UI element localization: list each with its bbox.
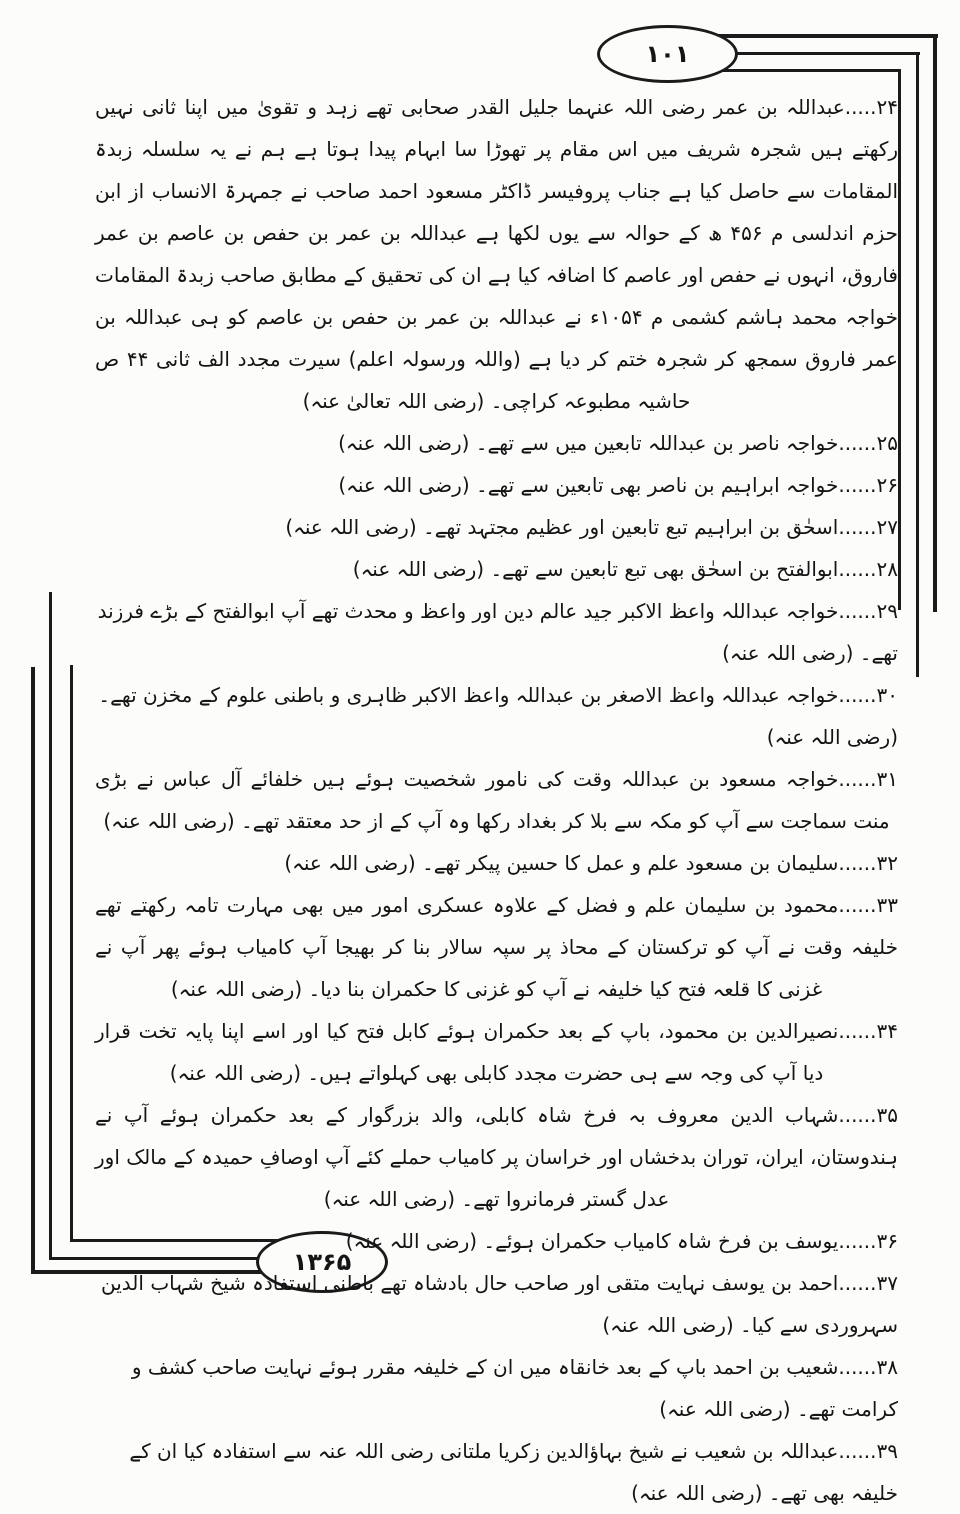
text-body [95, 86, 898, 1514]
frame-left-line-outer [31, 667, 35, 1274]
entry-number: ۳۰ [876, 683, 898, 707]
entry-text: شہاب الدین معروف بہ فرخ شاہ کابلی، والد بزرگوار کے بعد حکمران ہوئے آپ نے ہندوستان، ایران، توران بدخشاں اور خراسان پر کامیاب حملے کئے آپ اوصافِ حمیدہ کے مالک اور عدل گستر فرمانروا تھے۔ (رضی اللہ عنہ) [95, 1103, 898, 1211]
entry-number: ۲۹ [876, 599, 898, 623]
entry-28 [95, 548, 898, 590]
entry-text: خواجہ عبداللہ واعظ الاکبر جید عالم دین اور واعظ و محدث تھے آپ ابوالفتح کے بڑے فرزند تھے۔ (رضی اللہ عنہ) [97, 599, 898, 665]
entry-text: احمد بن یوسف نہایت متقی اور صاحب حال بادشاہ تھے باطنی استفادہ شیخ شہاب الدین سہروردی سے کیا۔ (رضی اللہ عنہ) [101, 1271, 898, 1337]
entry-29 [95, 590, 898, 674]
frame-right-line-middle [916, 52, 919, 677]
page-number-top: ۱۰۱ [645, 40, 690, 68]
entry-dots: ...... [838, 683, 877, 707]
entry-text: عبداللہ بن شعیب نے شیخ بہاؤالدین زکریا ملتانی رضی اللہ عنہ سے استفادہ کیا ان کے خلیفہ بھی تھے۔ (رضی اللہ عنہ) [129, 1439, 898, 1505]
entry-34 [95, 1010, 898, 1094]
entry-31 [95, 758, 898, 842]
frame-right-line-outer [933, 34, 937, 612]
entry-number: ۲۷ [876, 515, 898, 539]
entry-text: عبداللہ بن عمر رضی اللہ عنہما جلیل القدر صحابی تھے زہد و تقویٰ میں اپنا ثانی نہیں رکھتے ہیں شجرہ شریف میں اس مقام پر تھوڑا سا ابہام پیدا ہوتا ہے ہم نے یہ سلسلہ زبدۃ المقامات سے حاصل کیا ہے جناب پروفیسر ڈاکٹر مسعود احمد صاحب نے جمہرۃ الانساب از ابن حزم اندلسی م ۴۵۶ ھ کے حوالہ سے یوں لکھا ہے عبداللہ بن عمر بن حفص بن عاصم بن عمر فاروق، انہوں نے حفص اور عاصم کا اضافہ کیا ہے ان کی تحقیق کے مطابق صاحب زبدۃ المقامات خواجہ محمد ہاشم کشمی م ۱۰۵۴ء نے عبداللہ بن عمر بن حفص بن عاصم کو ہی عبداللہ بن عمر فاروق سمجھ کر شجرہ ختم کر دیا ہے (واللہ ورسولہ اعلم) سیرت مجدد الف ثانی ۴۴ ص حاشیہ مطبوعہ کراچی۔ (رضی اللہ تعالیٰ عنہ) [95, 95, 898, 413]
entry-dots: ...... [838, 431, 877, 455]
entry-dots: ...... [838, 851, 877, 875]
entry-text: ابوالفتح بن اسحٰق بھی تبع تابعین سے تھے۔ (رضی اللہ عنہ) [352, 557, 839, 581]
entry-dots: ...... [838, 473, 877, 497]
entry-number: ۲۶ [876, 473, 898, 497]
entry-number: ۳۶ [876, 1229, 898, 1253]
entry-text: خواجہ ابراہیم بن ناصر بھی تابعین سے تھے۔ (رضی اللہ عنہ) [338, 473, 839, 497]
entry-text: نصیرالدین بن محمود، باپ کے بعد حکمران ہوئے کابل فتح کیا اور اسے اپنا پایہ تخت قرار دیا آپ کی وجہ سے ہی حضرت مجدد کابلی بھی کہلواتے ہیں۔ (رضی اللہ عنہ) [95, 1019, 839, 1085]
entry-37 [95, 1262, 898, 1346]
entry-27 [95, 506, 898, 548]
entry-dots: ...... [838, 1103, 877, 1127]
entry-number: ۳۱ [876, 767, 898, 791]
entry-text: خواجہ ناصر بن عبداللہ تابعین میں سے تھے۔ (رضی اللہ عنہ) [338, 431, 839, 455]
frame-left-line-middle [49, 592, 52, 1260]
frame-left-line-inner [70, 665, 73, 1242]
entry-24 [95, 86, 898, 422]
entry-number: ۲۵ [876, 431, 898, 455]
entry-text: شعیب بن احمد باپ کے بعد خانقاہ میں ان کے خلیفہ مقرر ہوئے نہایت صاحب کشف و کرامت تھے۔ (رضی اللہ عنہ) [131, 1355, 898, 1421]
entry-33 [95, 884, 898, 1010]
entry-text: خواجہ مسعود بن عبداللہ وقت کی نامور شخصیت ہوئے ہیں خلفائے آل عباس نے بڑی منت سماجت سے آپ کو مکہ سے بلا کر بغداد رکھا وہ آپ کے از حد معتقد تھے۔ (رضی اللہ عنہ) [95, 767, 890, 833]
entry-number: ۲۸ [876, 557, 898, 581]
entry-dots: ...... [838, 1229, 877, 1253]
entry-38 [95, 1346, 898, 1430]
entry-dots: ...... [838, 557, 877, 581]
entry-36 [95, 1220, 898, 1262]
entry-number: ۳۲ [876, 851, 898, 875]
entry-dots: ...... [838, 893, 877, 917]
entry-text: خواجہ عبداللہ واعظ الاصغر بن عبداللہ واعظ الاکبر ظاہری و باطنی علوم کے مخزن تھے۔ (رضی اللہ عنہ) [98, 683, 898, 749]
entry-dots: ...... [838, 515, 877, 539]
entry-26 [95, 464, 898, 506]
entry-dots: ...... [838, 1355, 877, 1379]
entry-number: ۳۴ [876, 1019, 898, 1043]
entry-text: اسحٰق بن ابراہیم تبع تابعین اور عظیم مجتہد تھے۔ (رضی اللہ عنہ) [285, 515, 839, 539]
entry-number: ۳۸ [876, 1355, 898, 1379]
entry-39 [95, 1430, 898, 1514]
entry-dots: ...... [838, 599, 877, 623]
page-number-badge-top [597, 25, 738, 83]
entry-number: ۲۴ [876, 95, 898, 119]
entry-text: یوسف بن فرخ شاہ کامیاب حکمران ہوئے۔ (رضی اللہ عنہ) [345, 1229, 839, 1253]
frame-right-line-inner [898, 69, 901, 610]
entry-25 [95, 422, 898, 464]
entry-dots: ..... [844, 95, 877, 119]
entry-number: ۳۹ [876, 1439, 898, 1463]
entry-dots: ...... [838, 1019, 877, 1043]
entry-number: ۳۷ [876, 1271, 898, 1295]
entry-35 [95, 1094, 898, 1220]
entry-text: محمود بن سلیمان علم و فضل کے علاوہ عسکری امور میں بھی مہارت تامہ رکھتے تھے خلیفہ وقت نے آپ کو ترکستان کے محاذ پر سپہ سالار بنا کر بھیجا آپ کامیاب ہوئے پھر آپ نے غزنی کا قلعہ فتح کیا خلیفہ نے آپ کو غزنی کا حکمران بنا دیا۔ (رضی اللہ عنہ) [95, 893, 898, 1001]
entry-number: ۳۳ [876, 893, 898, 917]
entry-dots: ...... [838, 1439, 877, 1463]
entry-number: ۳۵ [876, 1103, 898, 1127]
entry-dots: ...... [838, 767, 877, 791]
entry-text: سلیمان بن مسعود علم و عمل کا حسین پیکر تھے۔ (رضی اللہ عنہ) [284, 851, 839, 875]
entry-32 [95, 842, 898, 884]
page-number-bottom: ۱۳۶۵ [292, 1248, 352, 1276]
entry-30 [95, 674, 898, 758]
entry-dots: ...... [838, 1271, 877, 1295]
